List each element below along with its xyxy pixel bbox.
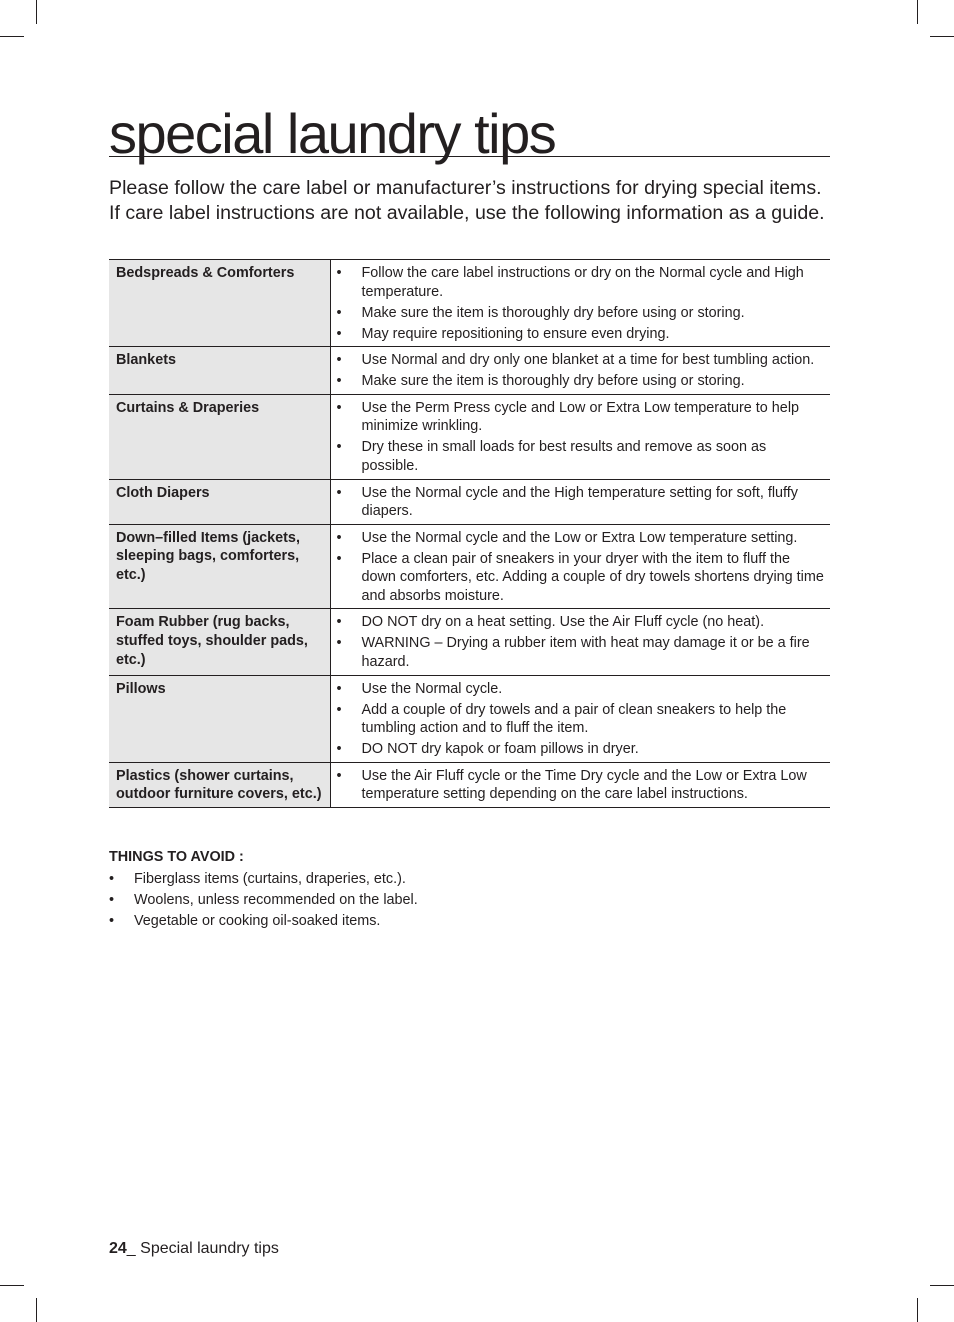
drying-instructions-cell xyxy=(330,479,830,524)
crop-mark xyxy=(917,1298,918,1322)
instruction-item: • Use the Normal cycle. xyxy=(337,680,825,699)
instruction-item: • Use the Perm Press cycle and Low or Extra Low temperature to help minimize wrinkling. xyxy=(337,399,825,436)
item-type-label: Blankets xyxy=(109,347,330,395)
table-row xyxy=(109,762,830,807)
table-row xyxy=(109,260,830,347)
instruction-list xyxy=(337,767,825,804)
instruction-item: • Use the Normal cycle and the Low or Extra Low temperature setting. xyxy=(337,529,825,548)
instruction-item: • Make sure the item is thoroughly dry before using or storing. xyxy=(337,304,825,323)
drying-instructions-cell xyxy=(330,609,830,675)
item-type-label: Cloth Diapers xyxy=(109,479,330,524)
item-type-label: Bedspreads & Comforters xyxy=(109,260,330,347)
instruction-list xyxy=(337,264,825,343)
instruction-list xyxy=(337,351,825,391)
things-to-avoid-title: THINGS TO AVOID : xyxy=(109,849,244,865)
item-type-label: Foam Rubber (rug backs, stuffed toys, shoulder pads, etc.) xyxy=(109,609,330,675)
instruction-item: • Use the Normal cycle and the High temperature setting for soft, fluffy diapers. xyxy=(337,484,825,521)
intro-paragraph: Please follow the care label or manufacturer’s instructions for drying special items. If care label instructions are not available, use the following information as a guide. xyxy=(109,177,825,224)
instruction-item: • Use Normal and dry only one blanket at a time for best tumbling action. xyxy=(337,351,825,370)
item-type-label: Plastics (shower curtains, outdoor furniture covers, etc.) xyxy=(109,762,330,807)
instruction-list xyxy=(337,399,825,476)
instruction-item: • DO NOT dry on a heat setting. Use the Air Fluff cycle (no heat). xyxy=(337,613,825,632)
crop-mark xyxy=(930,1285,954,1286)
table-row xyxy=(109,347,830,395)
table-row xyxy=(109,524,830,609)
instruction-item: • May require repositioning to ensure even drying. xyxy=(337,325,825,344)
crop-mark xyxy=(917,0,918,24)
drying-instructions-cell xyxy=(330,260,830,347)
page-title: special laundry tips xyxy=(109,102,556,165)
instruction-list xyxy=(337,529,825,606)
crop-mark xyxy=(0,1285,24,1286)
things-to-avoid-section xyxy=(109,848,830,933)
page-title-area xyxy=(109,102,830,165)
crop-mark xyxy=(36,1298,37,1322)
table-row xyxy=(109,675,830,762)
crop-mark xyxy=(0,36,24,37)
things-to-avoid-list xyxy=(109,870,830,931)
instruction-list xyxy=(337,680,825,759)
instruction-item: • Add a couple of dry towels and a pair of clean sneakers to help the tumbling action and to fluff the item. xyxy=(337,701,825,738)
avoid-item: • Woolens, unless recommended on the label. xyxy=(109,891,830,910)
instruction-item: • DO NOT dry kapok or foam pillows in dryer. xyxy=(337,740,825,759)
instruction-item: • WARNING – Drying a rubber item with heat may damage it or be a fire hazard. xyxy=(337,634,825,671)
drying-instructions-cell xyxy=(330,394,830,479)
crop-mark xyxy=(36,0,37,24)
instruction-item: • Use the Air Fluff cycle or the Time Dry cycle and the Low or Extra Low temperature setting depending on the care label instructions. xyxy=(337,767,825,804)
page-number: 24 xyxy=(109,1240,127,1257)
table-row xyxy=(109,394,830,479)
page-footer xyxy=(109,1239,279,1259)
avoid-item: • Fiberglass items (curtains, draperies, etc.). xyxy=(109,870,830,889)
crop-mark xyxy=(930,36,954,37)
laundry-tips-table xyxy=(109,259,830,808)
instruction-item: • Dry these in small loads for best results and remove as soon as possible. xyxy=(337,438,825,475)
instruction-item: • Place a clean pair of sneakers in your dryer with the item to fluff the down comforters, etc. Adding a couple of dry towels shortens drying time and absorbs moisture. xyxy=(337,550,825,606)
avoid-item: • Vegetable or cooking oil-soaked items. xyxy=(109,912,830,931)
instruction-list xyxy=(337,613,825,671)
drying-instructions-cell xyxy=(330,675,830,762)
item-type-label: Curtains & Draperies xyxy=(109,394,330,479)
instruction-list xyxy=(337,484,825,521)
drying-instructions-cell xyxy=(330,347,830,395)
drying-instructions-cell xyxy=(330,762,830,807)
instruction-item: • Follow the care label instructions or dry on the Normal cycle and High temperature. xyxy=(337,264,825,301)
drying-instructions-cell xyxy=(330,524,830,609)
instruction-item: • Make sure the item is thoroughly dry before using or storing. xyxy=(337,372,825,391)
laundry-tips-table-body xyxy=(109,260,830,808)
footer-section-title: _ Special laundry tips xyxy=(126,1240,279,1257)
item-type-label: Pillows xyxy=(109,675,330,762)
table-row xyxy=(109,609,830,675)
item-type-label: Down–filled Items (jackets, sleeping bags, comforters, etc.) xyxy=(109,524,330,609)
table-row xyxy=(109,479,830,524)
